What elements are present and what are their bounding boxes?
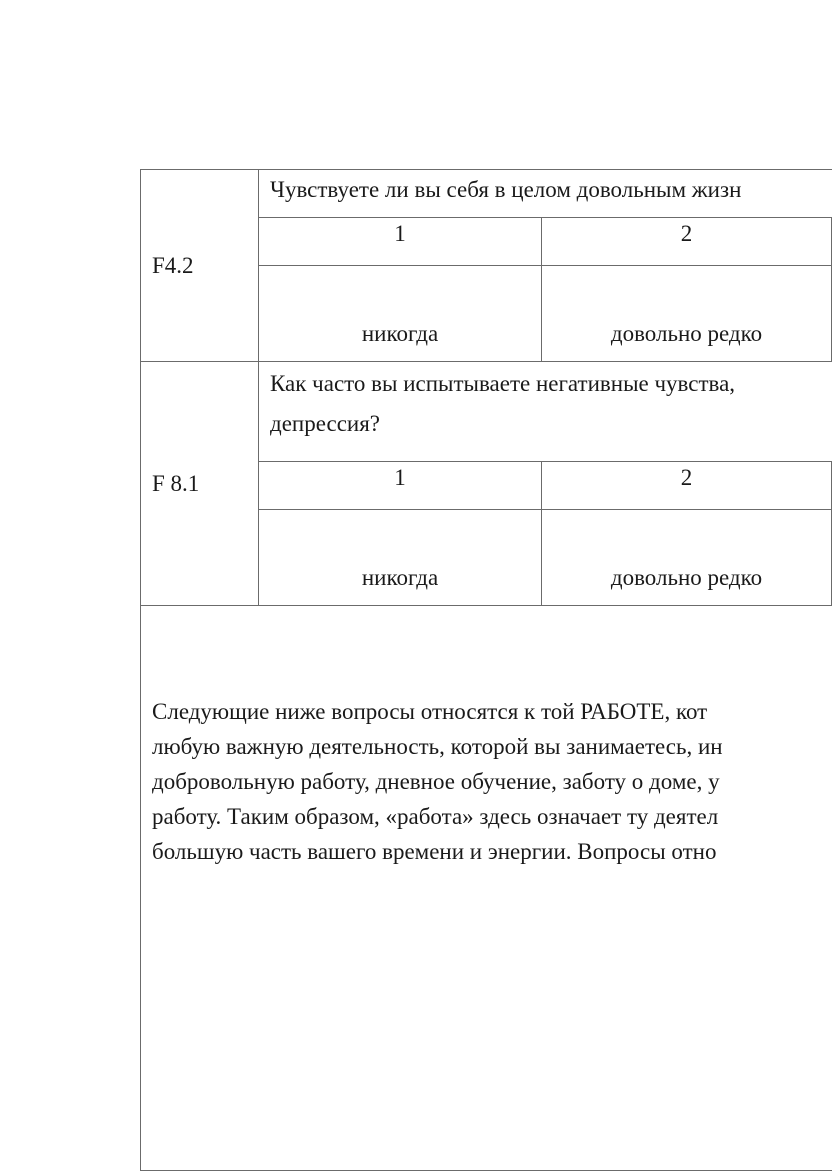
question-text-line: депрессия? bbox=[270, 411, 381, 436]
scale-number-1: 1 bbox=[259, 218, 542, 266]
intro-row bbox=[141, 606, 832, 1171]
intro-line: Следующие ниже вопросы относятся к той РАБОТЕ, кот bbox=[152, 699, 708, 724]
scale-label-text: никогда bbox=[361, 321, 439, 346]
intro-line: добровольную работу, дневное обучение, заботу о доме, у bbox=[152, 769, 720, 794]
question-code-f8-1: F 8.1 bbox=[141, 362, 259, 606]
questionnaire-table bbox=[140, 169, 832, 1171]
scale-label-rarely bbox=[542, 510, 832, 606]
scale-label-text: довольно редко bbox=[610, 321, 763, 346]
scale-number-2: 2 bbox=[542, 218, 832, 266]
question-code-f4-2: F4.2 bbox=[141, 170, 259, 362]
scale-number-2: 2 bbox=[542, 462, 832, 510]
question-text-f4-2: Чувствуете ли вы себя в целом довольным жизн bbox=[259, 170, 832, 218]
scale-label-text: никогда bbox=[361, 565, 439, 590]
question-text-f8-1 bbox=[259, 362, 832, 462]
scale-label-never bbox=[259, 266, 542, 362]
intro-line: любую важную деятельность, которой вы занимаетесь, ин bbox=[152, 734, 723, 759]
scale-label-never bbox=[259, 510, 542, 606]
intro-line: работу. Таким образом, «работа» здесь означает ту деятел bbox=[152, 804, 719, 829]
scale-number-1: 1 bbox=[259, 462, 542, 510]
question-row-f4-2 bbox=[141, 170, 832, 218]
scale-label-text: довольно редко bbox=[610, 565, 763, 590]
question-row-f8-1 bbox=[141, 362, 832, 462]
question-text-line: Как часто вы испытываете негативные чувства, bbox=[270, 371, 736, 396]
scale-label-rarely bbox=[542, 266, 832, 362]
intro-line: большую часть вашего времени и энергии. Вопросы отно bbox=[152, 839, 717, 864]
work-section-intro bbox=[141, 606, 832, 1171]
